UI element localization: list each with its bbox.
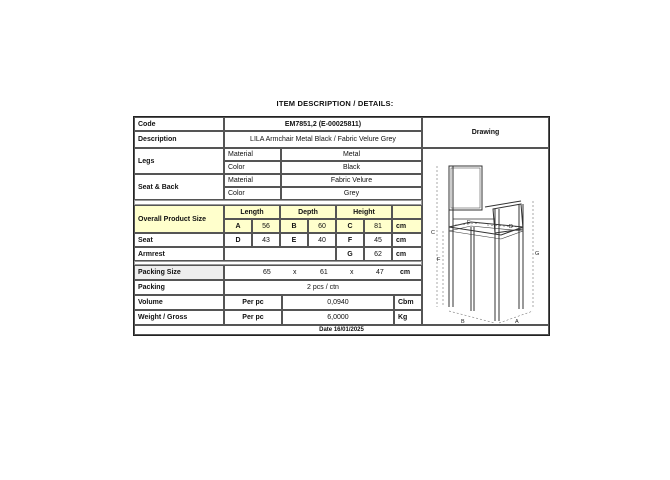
legs-color-value: Black [281,161,422,174]
armrest-label: Armrest [134,247,224,261]
weight-unit: Kg [394,310,422,325]
overall-size-label: Overall Product Size [134,205,224,233]
details-sheet [133,116,550,336]
unit-armrest: cm [392,247,422,261]
packing-value: 2 pcs / ctn [224,280,422,295]
packing-unit: cm [400,269,411,276]
dim-letter-f: F [336,233,364,247]
dim-letter-d: D [224,233,252,247]
page-title: ITEM DESCRIPTION / DETAILS: [276,99,394,108]
dim-value-d: 43 [252,233,280,247]
drawing-label-c: C [431,230,435,236]
dim-value-c: 81 [364,219,392,233]
packing-size-label: Packing Size [134,265,224,280]
dim-letter-e: E [280,233,308,247]
volume-unit: Cbm [394,295,422,310]
seat-back-color-label: Color [224,187,281,200]
drawing-label-b: B [461,319,465,324]
dim-value-e: 40 [308,233,336,247]
packing-length: 65 [263,269,271,276]
armrest-empty [224,247,336,261]
length-header: Length [224,205,280,219]
dim-letter-a: A [224,219,252,233]
dim-letter-g: G [336,247,364,261]
packing-label: Packing [134,280,224,295]
volume-per: Per pc [224,295,282,310]
dim-letter-c: C [336,219,364,233]
weight-per: Per pc [224,310,282,325]
unit-overall: cm [392,219,422,233]
dim-value-g: 62 [364,247,392,261]
drawing-header: Drawing [422,117,549,148]
legs-material-value: Metal [281,148,422,161]
packing-width: 61 [320,269,328,276]
description-label: Description [134,131,224,148]
seat-back-material-value: Fabric Velure [281,174,422,187]
legs-color-label: Color [224,161,281,174]
weight-label: Weight / Gross [134,310,224,325]
volume-label: Volume [134,295,224,310]
dim-letter-b: B [280,219,308,233]
dim-value-a: 56 [252,219,280,233]
seat-back-color-value: Grey [281,187,422,200]
seat-back-label: Seat & Back [134,174,224,200]
code-label: Code [134,117,224,131]
drawing-label-d: D [509,224,513,230]
drawing-label-g: G [535,251,540,257]
unit-seat: cm [392,233,422,247]
dim-value-f: 45 [364,233,392,247]
height-header: Height [336,205,392,219]
weight-value: 6,0000 [282,310,394,325]
drawing-panel [422,148,549,325]
date-footer: Date 16/01/2025 [134,325,549,335]
drawing-label-e: E [467,220,471,226]
description-value: LILA Armchair Metal Black / Fabric Velure Grey [224,131,422,148]
drawing-label-a: A [515,319,519,324]
legs-label: Legs [134,148,224,174]
packing-x1: x [293,269,297,276]
drawing-label-f: F [437,257,441,263]
legs-material-label: Material [224,148,281,161]
code-value: EM7851,2 (E-00025811) [224,117,422,131]
depth-header: Depth [280,205,336,219]
packing-size-row [224,265,422,280]
chair-drawing [423,149,548,324]
volume-value: 0,0940 [282,295,394,310]
packing-x2: x [350,269,354,276]
packing-height: 47 [376,269,384,276]
unit-header [392,205,422,219]
seat-back-material-label: Material [224,174,281,187]
seat-label: Seat [134,233,224,247]
dim-value-b: 60 [308,219,336,233]
